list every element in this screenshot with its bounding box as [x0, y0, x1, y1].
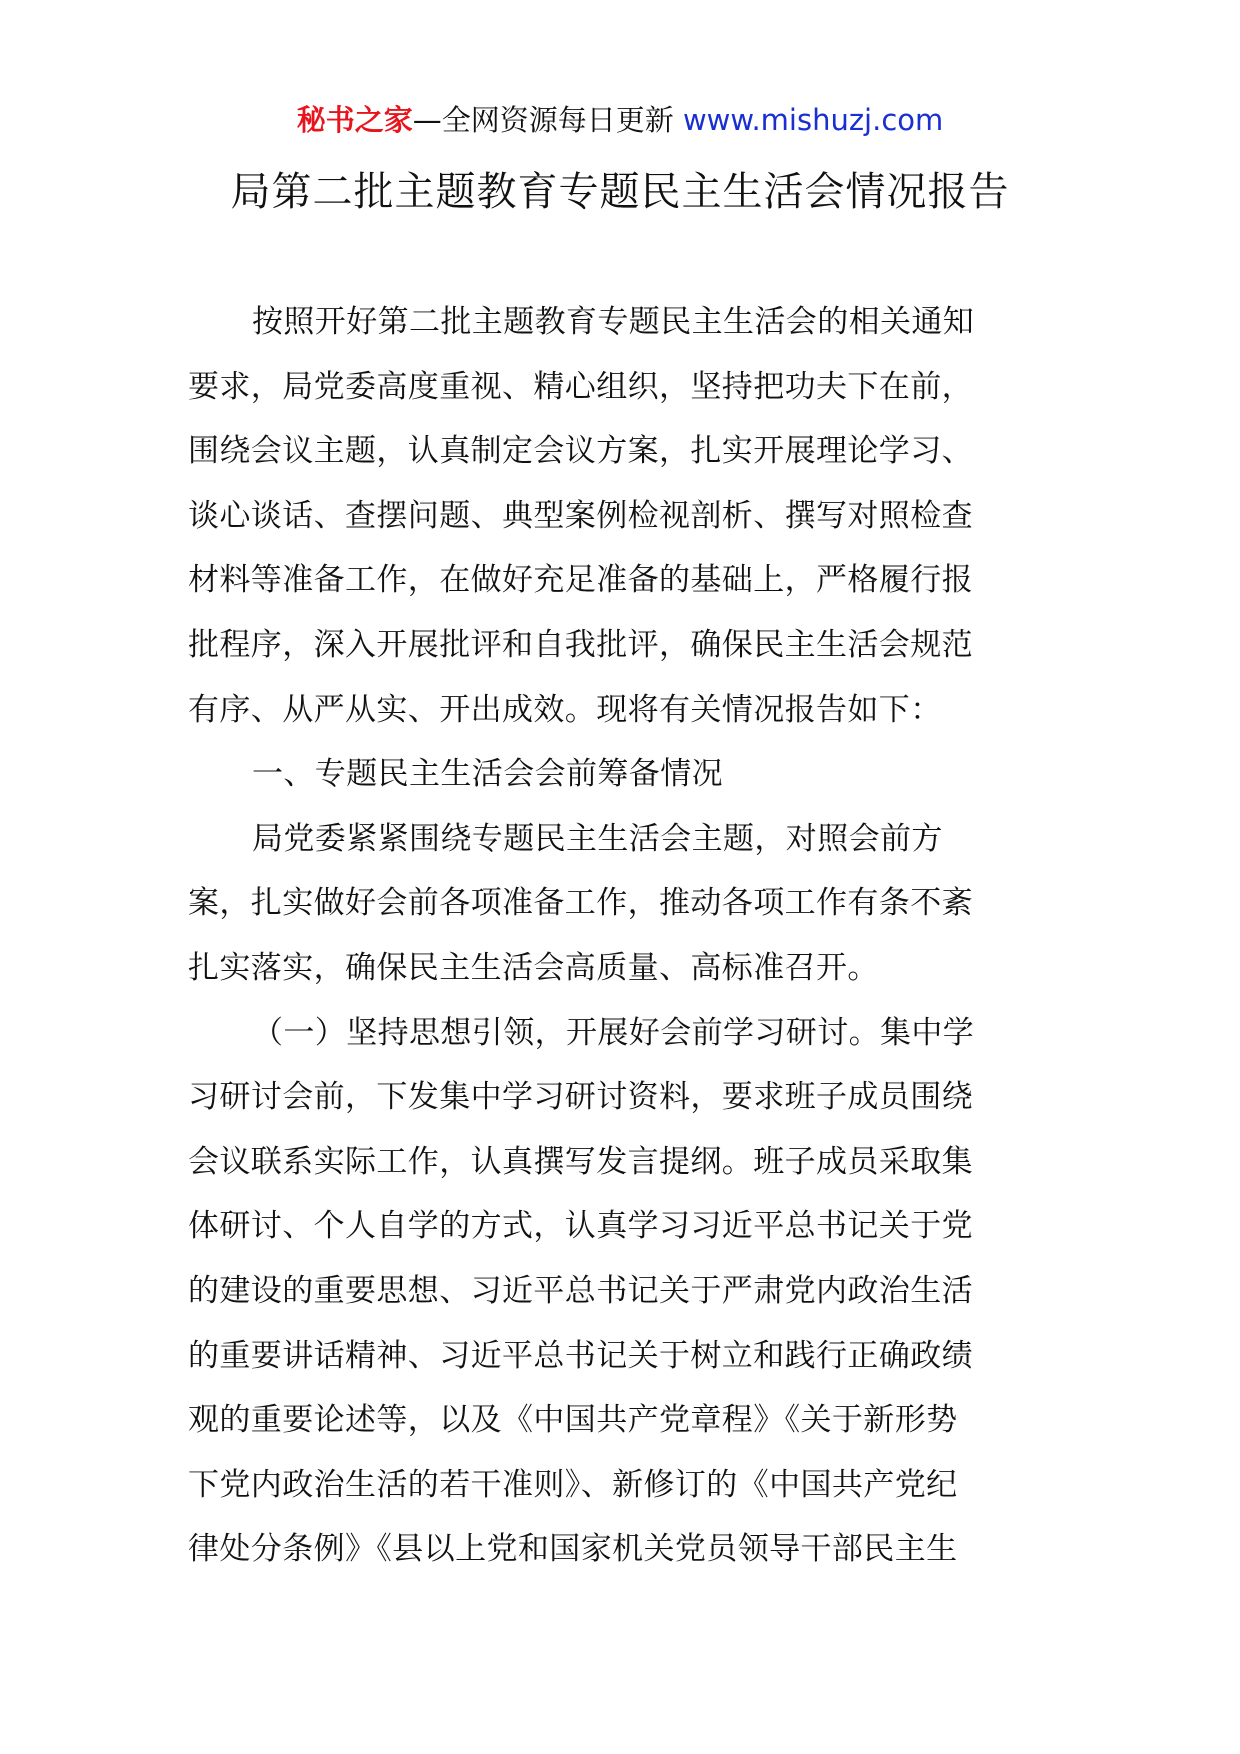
paragraph-line: 局党委紧紧围绕专题民主生活会主题，对照会前方 — [252, 820, 943, 857]
paragraph-line: 体研讨、个人自学的方式，认真学习习近平总书记关于党 — [188, 1208, 973, 1245]
paragraph-line: 的重要讲话精神、习近平总书记关于树立和践行正确政绩 — [188, 1337, 973, 1374]
site-url[interactable]: www.mishuzj.com — [682, 103, 944, 137]
paragraph-line: 会议联系实际工作，认真撰写发言提纲。班子成员采取集 — [188, 1143, 973, 1180]
paragraph-line: 谈心谈话、查摆问题、典型案例检视剖析、撰写对照检查 — [188, 497, 973, 534]
paragraph-line: 围绕会议主题，认真制定会议方案，扎实开展理论学习、 — [188, 433, 973, 470]
paragraph-line: 下党内政治生活的若干准则》、新修订的《中国共产党纪 — [188, 1466, 958, 1503]
paragraph-line: 观的重要论述等，以及《中国共产党章程》《关于新形势 — [188, 1402, 958, 1439]
paragraph-line: 按照开好第二批主题教育专题民主生活会的相关通知 — [252, 304, 975, 340]
paragraph-line: 材料等准备工作，在做好充足准备的基础上，严格履行报 — [188, 562, 973, 599]
paragraph-line: 案，扎实做好会前各项准备工作，推动各项工作有条不紊 — [188, 885, 973, 922]
paragraph-line: 习研讨会前，下发集中学习研讨资料，要求班子成员围绕 — [188, 1079, 973, 1116]
document-body — [188, 290, 1056, 1582]
watermark-header — [0, 98, 1240, 142]
paragraph-line: 有序、从严从实、开出成效。现将有关情况报告如下： — [188, 691, 942, 728]
header-tagline: —全网资源每日更新 — [412, 103, 674, 137]
paragraph-line: 要求，局党委高度重视、精心组织，坚持把功夫下在前， — [188, 368, 973, 405]
paragraph-line: 批程序，深入开展批评和自我批评，确保民主生活会规范 — [188, 626, 973, 663]
paragraph-line: （一）坚持思想引领，开展好会前学习研讨。集中学 — [252, 1014, 975, 1051]
document-title: 局第二批主题教育专题民主生活会情况报告 — [230, 169, 1010, 215]
paragraph-line: 律处分条例》《县以上党和国家机关党员领导干部民主生 — [188, 1531, 958, 1568]
paragraph-line: 的建设的重要思想、习近平总书记关于严肃党内政治生活 — [188, 1272, 973, 1309]
paragraph-line: 扎实落实，确保民主生活会高质量、高标准召开。 — [188, 949, 879, 986]
brand-name: 秘书之家 — [296, 103, 413, 137]
section-heading: 一、专题民主生活会会前筹备情况 — [252, 756, 723, 793]
